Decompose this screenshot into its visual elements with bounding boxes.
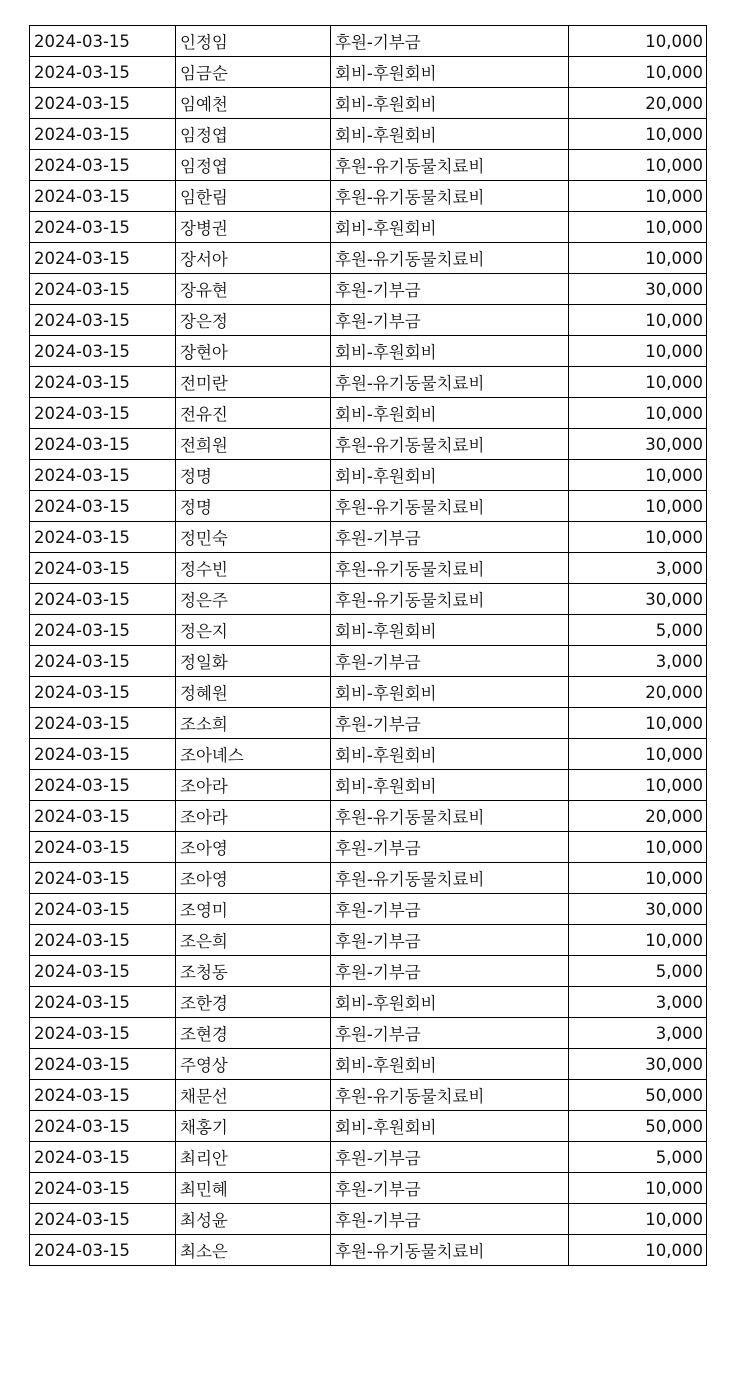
name-cell: 임한림 [176, 181, 331, 212]
date-cell: 2024-03-15 [30, 832, 176, 863]
table-row [30, 770, 707, 801]
name-cell: 장유현 [176, 274, 331, 305]
type-cell: 후원-기부금 [331, 274, 569, 305]
date-cell: 2024-03-15 [30, 150, 176, 181]
type-cell: 후원-기부금 [331, 305, 569, 336]
date-cell: 2024-03-15 [30, 553, 176, 584]
date-cell: 2024-03-15 [30, 305, 176, 336]
name-cell: 조한경 [176, 987, 331, 1018]
amount-cell: 50,000 [569, 1080, 707, 1111]
type-cell: 회비-후원회비 [331, 1049, 569, 1080]
amount-cell: 10,000 [569, 1235, 707, 1266]
type-cell: 후원-유기동물치료비 [331, 1080, 569, 1111]
date-cell: 2024-03-15 [30, 429, 176, 460]
date-cell: 2024-03-15 [30, 894, 176, 925]
date-cell: 2024-03-15 [30, 646, 176, 677]
table-row [30, 181, 707, 212]
name-cell: 조현경 [176, 1018, 331, 1049]
name-cell: 정명 [176, 460, 331, 491]
date-cell: 2024-03-15 [30, 181, 176, 212]
name-cell: 장서아 [176, 243, 331, 274]
table-row [30, 1142, 707, 1173]
name-cell: 전미란 [176, 367, 331, 398]
name-cell: 전희원 [176, 429, 331, 460]
date-cell: 2024-03-15 [30, 491, 176, 522]
type-cell: 회비-후원회비 [331, 57, 569, 88]
date-cell: 2024-03-15 [30, 925, 176, 956]
type-cell: 후원-유기동물치료비 [331, 243, 569, 274]
amount-cell: 10,000 [569, 336, 707, 367]
amount-cell: 10,000 [569, 708, 707, 739]
table-row [30, 26, 707, 57]
amount-cell: 10,000 [569, 491, 707, 522]
amount-cell: 10,000 [569, 150, 707, 181]
table-row [30, 1204, 707, 1235]
type-cell: 후원-기부금 [331, 1173, 569, 1204]
name-cell: 조영미 [176, 894, 331, 925]
date-cell: 2024-03-15 [30, 1049, 176, 1080]
type-cell: 회비-후원회비 [331, 987, 569, 1018]
type-cell: 회비-후원회비 [331, 1111, 569, 1142]
name-cell: 조아영 [176, 832, 331, 863]
table-row [30, 88, 707, 119]
name-cell: 조소희 [176, 708, 331, 739]
table-row [30, 1111, 707, 1142]
amount-cell: 10,000 [569, 522, 707, 553]
date-cell: 2024-03-15 [30, 57, 176, 88]
date-cell: 2024-03-15 [30, 88, 176, 119]
table-row [30, 894, 707, 925]
type-cell: 후원-기부금 [331, 26, 569, 57]
amount-cell: 30,000 [569, 894, 707, 925]
type-cell: 후원-유기동물치료비 [331, 150, 569, 181]
type-cell: 후원-유기동물치료비 [331, 181, 569, 212]
date-cell: 2024-03-15 [30, 398, 176, 429]
table-row [30, 1018, 707, 1049]
table-row [30, 553, 707, 584]
table-row [30, 832, 707, 863]
table-row [30, 243, 707, 274]
type-cell: 후원-유기동물치료비 [331, 491, 569, 522]
name-cell: 조아라 [176, 801, 331, 832]
table-row [30, 305, 707, 336]
type-cell: 회비-후원회비 [331, 739, 569, 770]
date-cell: 2024-03-15 [30, 1235, 176, 1266]
donation-table-body [30, 26, 707, 1266]
date-cell: 2024-03-15 [30, 584, 176, 615]
name-cell: 조은희 [176, 925, 331, 956]
type-cell: 후원-기부금 [331, 1142, 569, 1173]
name-cell: 채홍기 [176, 1111, 331, 1142]
name-cell: 정일화 [176, 646, 331, 677]
amount-cell: 20,000 [569, 88, 707, 119]
name-cell: 전유진 [176, 398, 331, 429]
date-cell: 2024-03-15 [30, 956, 176, 987]
amount-cell: 10,000 [569, 1173, 707, 1204]
table-row [30, 708, 707, 739]
amount-cell: 5,000 [569, 956, 707, 987]
date-cell: 2024-03-15 [30, 1204, 176, 1235]
amount-cell: 10,000 [569, 57, 707, 88]
name-cell: 장현아 [176, 336, 331, 367]
date-cell: 2024-03-15 [30, 615, 176, 646]
amount-cell: 10,000 [569, 212, 707, 243]
type-cell: 회비-후원회비 [331, 615, 569, 646]
date-cell: 2024-03-15 [30, 801, 176, 832]
type-cell: 회비-후원회비 [331, 460, 569, 491]
date-cell: 2024-03-15 [30, 522, 176, 553]
type-cell: 회비-후원회비 [331, 212, 569, 243]
type-cell: 후원-유기동물치료비 [331, 863, 569, 894]
amount-cell: 10,000 [569, 863, 707, 894]
type-cell: 후원-유기동물치료비 [331, 553, 569, 584]
table-row [30, 336, 707, 367]
name-cell: 조아녜스 [176, 739, 331, 770]
date-cell: 2024-03-15 [30, 119, 176, 150]
table-row [30, 615, 707, 646]
amount-cell: 10,000 [569, 119, 707, 150]
amount-cell: 5,000 [569, 615, 707, 646]
name-cell: 임금순 [176, 57, 331, 88]
table-row [30, 1049, 707, 1080]
type-cell: 후원-기부금 [331, 832, 569, 863]
name-cell: 최성윤 [176, 1204, 331, 1235]
name-cell: 조청동 [176, 956, 331, 987]
name-cell: 주영상 [176, 1049, 331, 1080]
date-cell: 2024-03-15 [30, 677, 176, 708]
table-row [30, 863, 707, 894]
amount-cell: 3,000 [569, 1018, 707, 1049]
type-cell: 후원-기부금 [331, 925, 569, 956]
date-cell: 2024-03-15 [30, 1080, 176, 1111]
amount-cell: 3,000 [569, 646, 707, 677]
amount-cell: 10,000 [569, 925, 707, 956]
table-row [30, 801, 707, 832]
name-cell: 임예천 [176, 88, 331, 119]
name-cell: 정수빈 [176, 553, 331, 584]
name-cell: 임정엽 [176, 150, 331, 181]
date-cell: 2024-03-15 [30, 243, 176, 274]
type-cell: 후원-유기동물치료비 [331, 584, 569, 615]
table-row [30, 1080, 707, 1111]
name-cell: 정은지 [176, 615, 331, 646]
date-cell: 2024-03-15 [30, 863, 176, 894]
table-row [30, 1235, 707, 1266]
type-cell: 후원-기부금 [331, 646, 569, 677]
amount-cell: 10,000 [569, 460, 707, 491]
type-cell: 회비-후원회비 [331, 119, 569, 150]
amount-cell: 10,000 [569, 770, 707, 801]
type-cell: 후원-기부금 [331, 1018, 569, 1049]
amount-cell: 10,000 [569, 832, 707, 863]
table-row [30, 491, 707, 522]
name-cell: 채문선 [176, 1080, 331, 1111]
table-row [30, 584, 707, 615]
type-cell: 후원-기부금 [331, 894, 569, 925]
table-row [30, 398, 707, 429]
name-cell: 장병권 [176, 212, 331, 243]
amount-cell: 10,000 [569, 739, 707, 770]
amount-cell: 10,000 [569, 398, 707, 429]
name-cell: 최소은 [176, 1235, 331, 1266]
date-cell: 2024-03-15 [30, 1142, 176, 1173]
table-row [30, 150, 707, 181]
type-cell: 회비-후원회비 [331, 336, 569, 367]
table-row [30, 274, 707, 305]
amount-cell: 10,000 [569, 26, 707, 57]
table-row [30, 739, 707, 770]
amount-cell: 20,000 [569, 801, 707, 832]
table-row [30, 925, 707, 956]
type-cell: 후원-유기동물치료비 [331, 429, 569, 460]
amount-cell: 30,000 [569, 584, 707, 615]
date-cell: 2024-03-15 [30, 26, 176, 57]
date-cell: 2024-03-15 [30, 739, 176, 770]
type-cell: 후원-기부금 [331, 1204, 569, 1235]
table-row [30, 522, 707, 553]
type-cell: 회비-후원회비 [331, 677, 569, 708]
date-cell: 2024-03-15 [30, 460, 176, 491]
amount-cell: 30,000 [569, 1049, 707, 1080]
type-cell: 후원-유기동물치료비 [331, 801, 569, 832]
amount-cell: 10,000 [569, 1204, 707, 1235]
type-cell: 후원-기부금 [331, 522, 569, 553]
name-cell: 인정임 [176, 26, 331, 57]
date-cell: 2024-03-15 [30, 274, 176, 305]
date-cell: 2024-03-15 [30, 212, 176, 243]
amount-cell: 10,000 [569, 305, 707, 336]
date-cell: 2024-03-15 [30, 770, 176, 801]
table-row [30, 987, 707, 1018]
amount-cell: 3,000 [569, 553, 707, 584]
table-row [30, 367, 707, 398]
name-cell: 최리안 [176, 1142, 331, 1173]
name-cell: 임정엽 [176, 119, 331, 150]
amount-cell: 3,000 [569, 987, 707, 1018]
name-cell: 정민숙 [176, 522, 331, 553]
amount-cell: 10,000 [569, 367, 707, 398]
name-cell: 조아라 [176, 770, 331, 801]
table-row [30, 212, 707, 243]
table-row [30, 119, 707, 150]
date-cell: 2024-03-15 [30, 1111, 176, 1142]
date-cell: 2024-03-15 [30, 987, 176, 1018]
type-cell: 후원-기부금 [331, 708, 569, 739]
amount-cell: 5,000 [569, 1142, 707, 1173]
name-cell: 정명 [176, 491, 331, 522]
type-cell: 후원-기부금 [331, 956, 569, 987]
amount-cell: 50,000 [569, 1111, 707, 1142]
type-cell: 후원-유기동물치료비 [331, 367, 569, 398]
date-cell: 2024-03-15 [30, 1018, 176, 1049]
table-row [30, 1173, 707, 1204]
table-row [30, 956, 707, 987]
amount-cell: 30,000 [569, 429, 707, 460]
name-cell: 최민혜 [176, 1173, 331, 1204]
date-cell: 2024-03-15 [30, 1173, 176, 1204]
type-cell: 회비-후원회비 [331, 770, 569, 801]
name-cell: 조아영 [176, 863, 331, 894]
table-row [30, 57, 707, 88]
amount-cell: 10,000 [569, 243, 707, 274]
name-cell: 장은정 [176, 305, 331, 336]
name-cell: 정혜원 [176, 677, 331, 708]
date-cell: 2024-03-15 [30, 708, 176, 739]
type-cell: 회비-후원회비 [331, 398, 569, 429]
amount-cell: 30,000 [569, 274, 707, 305]
type-cell: 후원-유기동물치료비 [331, 1235, 569, 1266]
table-row [30, 677, 707, 708]
amount-cell: 10,000 [569, 181, 707, 212]
name-cell: 정은주 [176, 584, 331, 615]
type-cell: 회비-후원회비 [331, 88, 569, 119]
table-row [30, 460, 707, 491]
date-cell: 2024-03-15 [30, 336, 176, 367]
donation-table [29, 25, 707, 1266]
date-cell: 2024-03-15 [30, 367, 176, 398]
amount-cell: 20,000 [569, 677, 707, 708]
table-row [30, 429, 707, 460]
table-row [30, 646, 707, 677]
